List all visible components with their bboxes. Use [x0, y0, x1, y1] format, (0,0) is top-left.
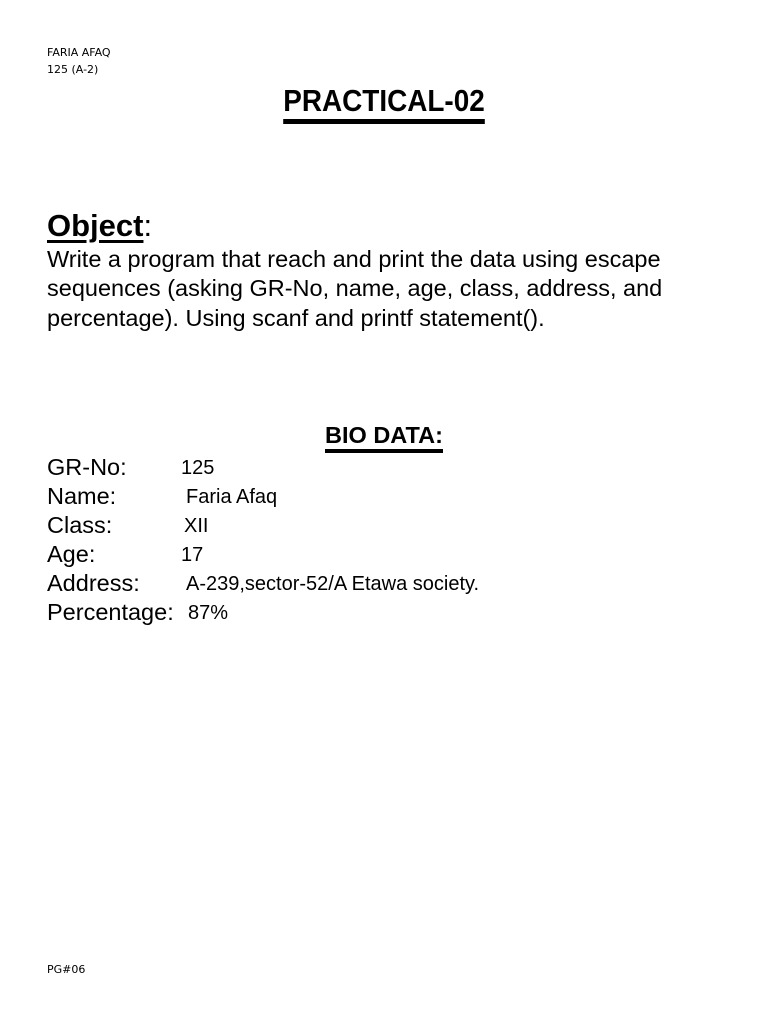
page-number: PG#06	[47, 963, 86, 976]
object-heading-text: Object	[47, 208, 144, 243]
age-value: 17	[181, 544, 204, 566]
address-value: A-239,sector-52/A Etawa society.	[186, 573, 480, 595]
gr-no-label: GR-No:	[47, 454, 127, 480]
class-value: XII	[184, 515, 209, 537]
age-label: Age:	[47, 541, 96, 567]
address-label: Address:	[47, 570, 140, 596]
percentage-label: Percentage:	[47, 599, 174, 625]
name-label: Name:	[47, 483, 117, 509]
class-label: Class:	[47, 512, 113, 538]
author-name: FARIA AFAQ	[47, 46, 111, 59]
object-description: Write a program that reach and print the data using escape sequences (asking GR-No, name, age, class, address, and percentage). Using scanf and printf statement().	[47, 246, 663, 331]
object-heading	[47, 206, 152, 246]
page-title-text: PRACTICAL-02	[283, 83, 485, 124]
roll-number: 125 (A-2)	[47, 63, 99, 76]
gr-no-value: 125	[181, 457, 215, 479]
bio-data-heading-text: BIO DATA:	[325, 421, 443, 453]
page-title	[38, 82, 729, 124]
object-heading-colon: :	[143, 208, 153, 243]
percentage-value: 87%	[188, 602, 229, 624]
bio-data-heading	[0, 420, 768, 453]
name-value: Faria Afaq	[186, 486, 278, 508]
